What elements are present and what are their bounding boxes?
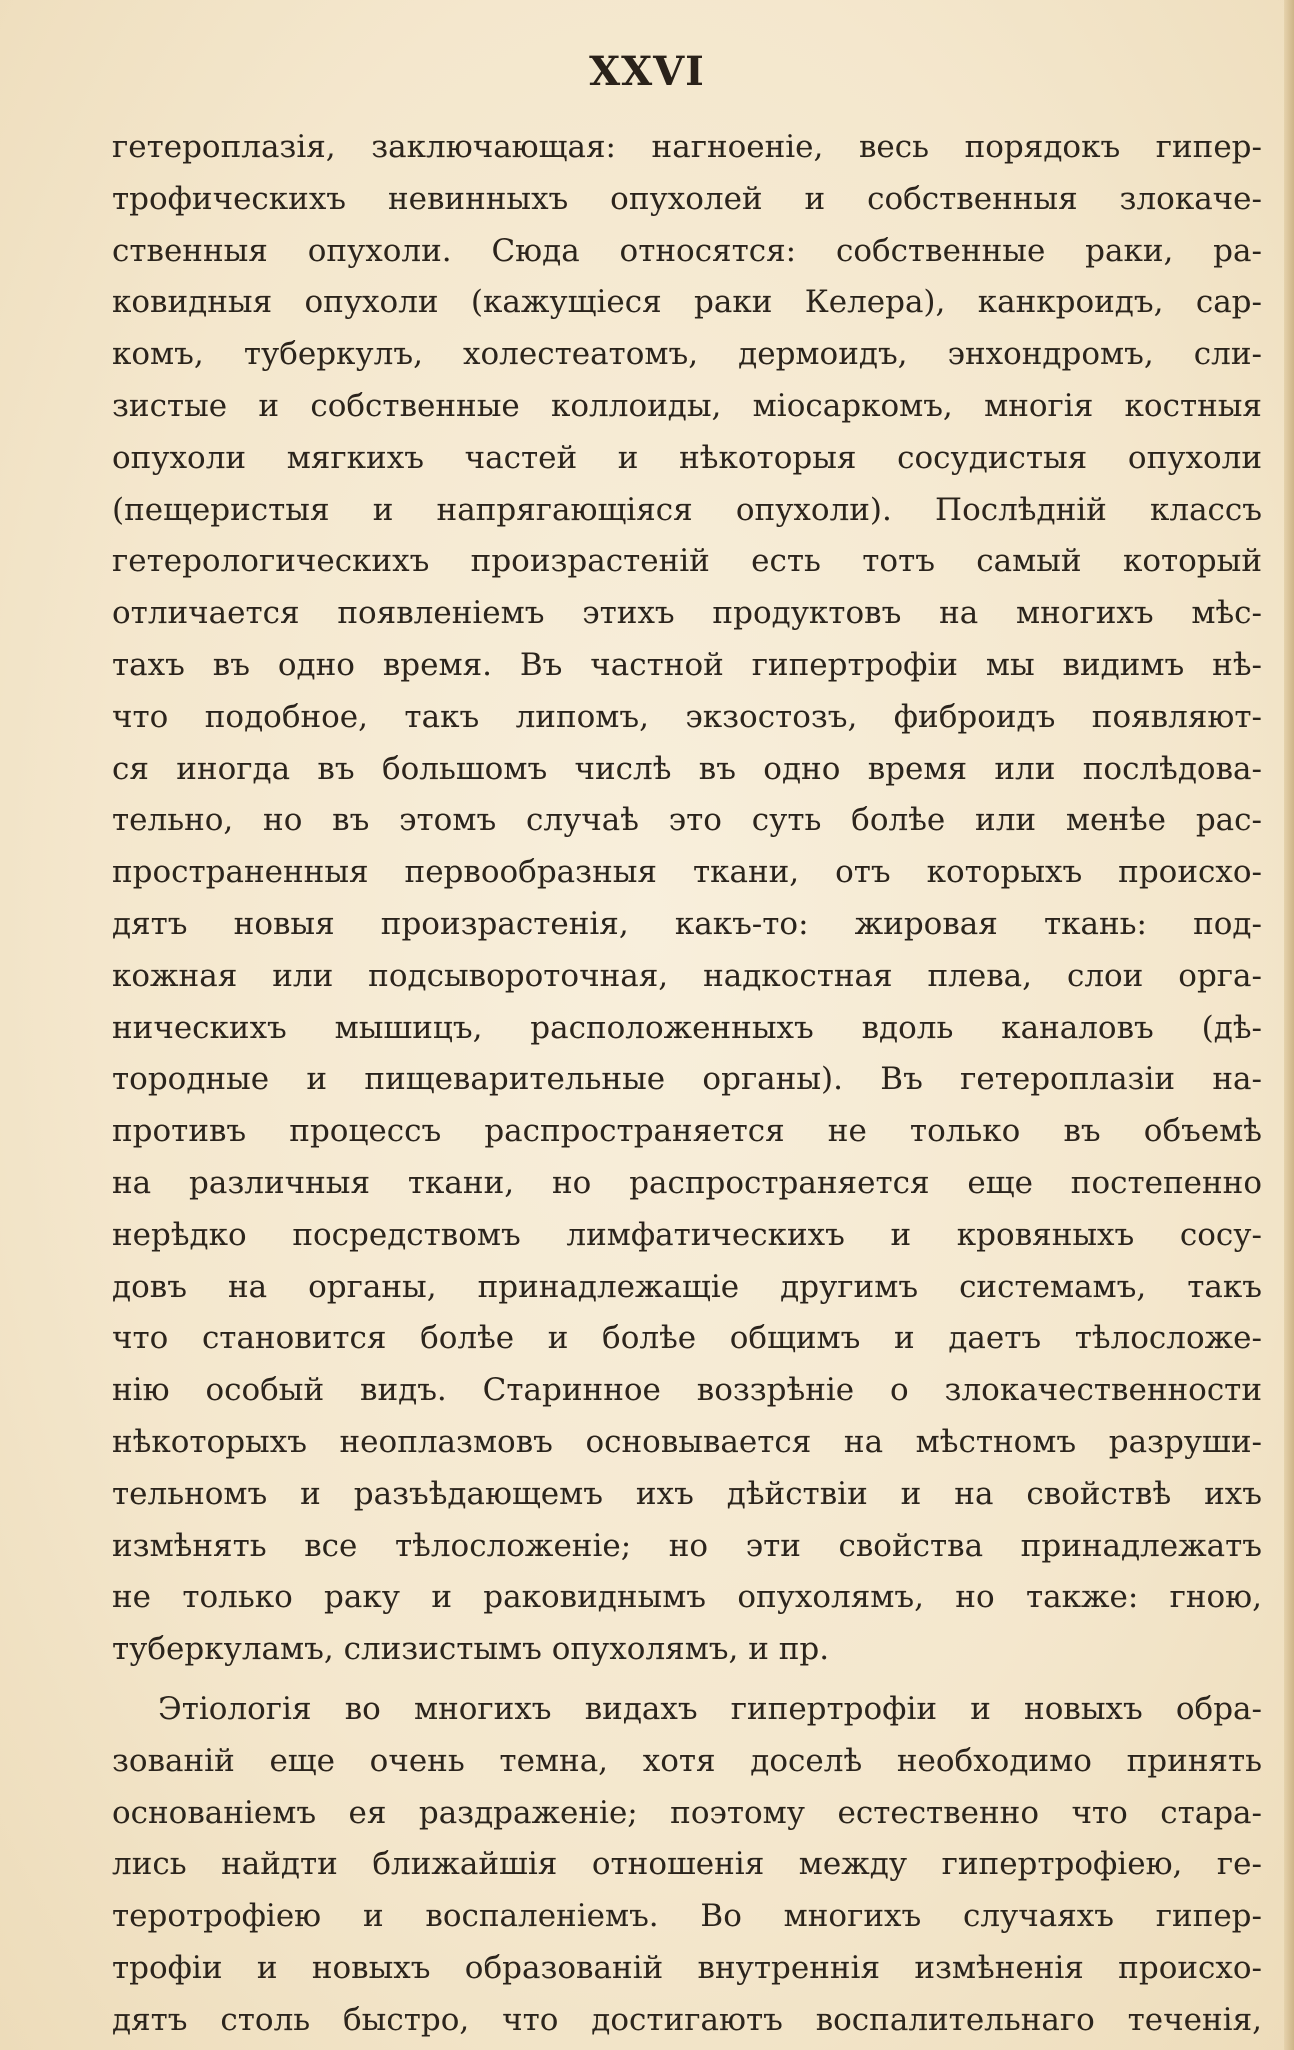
paragraph-gap xyxy=(112,1676,1262,1684)
text-line: ся иногда въ большомъ числѣ въ одно время или послѣдова- xyxy=(112,750,1262,787)
text-line: ническихъ мышицъ, расположенныхъ вдоль каналовъ (дѣ- xyxy=(112,1009,1262,1046)
text-line: основаніемъ ея раздраженіе; поэтому естественно что стара- xyxy=(112,1794,1262,1831)
text-line: противъ процессъ распространяется не только въ объемѣ xyxy=(112,1113,1262,1150)
text-line: трофіи и новыхъ образованій внутреннія измѣненія происхо- xyxy=(112,1949,1262,1986)
page-number: XXVI xyxy=(589,48,705,95)
text-line: что подобное, такъ липомъ, экзостозъ, фиброидъ появляют- xyxy=(112,698,1262,735)
text-line: опухоли мягкихъ частей и нѣкоторыя сосудистыя опухоли xyxy=(112,439,1262,476)
text-line: тородные и пищеварительные органы). Въ гетероплазіи на- xyxy=(112,1061,1262,1098)
text-line: комъ, туберкулъ, холестеатомъ, дермоидъ, энхондромъ, сли- xyxy=(112,336,1262,373)
text-line: тахъ въ одно время. Въ частной гипертрофіи мы видимъ нѣ- xyxy=(112,646,1262,683)
text-line: гетероплазія, заключающая: нагноеніе, весь порядокъ гипер- xyxy=(112,129,1262,165)
text-line: Этіологія во многихъ видахъ гипертрофіи и новыхъ обра- xyxy=(158,1690,1262,1727)
text-line: кожная или подсывороточная, надкостная плева, слои орга- xyxy=(112,957,1262,994)
text-line: зованій еще очень темна, хотя доселѣ необходимо принять xyxy=(112,1742,1262,1779)
paragraph-2 xyxy=(112,1684,1262,2047)
text-line: нѣкоторыхъ неоплазмовъ основывается на мѣстномъ разруши- xyxy=(112,1423,1262,1460)
text-line: туберкуламъ, слизистымъ опухолямъ, и пр. xyxy=(112,1631,830,1668)
text-line: тельно, но въ этомъ случаѣ это суть болѣе или менѣе рас- xyxy=(112,802,1262,839)
text-line: тельномъ и разъѣдающемъ ихъ дѣйствіи и на свойствѣ ихъ xyxy=(112,1475,1262,1512)
text-line: пространенныя первообразныя ткани, отъ которыхъ происхо- xyxy=(112,854,1262,891)
text-line: довъ на органы, принадлежащіе другимъ системамъ, такъ xyxy=(112,1268,1262,1305)
text-line: нерѣдко посредствомъ лимфатическихъ и кровяныхъ сосу- xyxy=(112,1216,1262,1253)
text-line: гетерологическихъ произрастеній есть тотъ самый который xyxy=(112,543,1262,580)
text-line: дятъ новыя произрастенія, какъ-то: жировая ткань: под- xyxy=(112,905,1262,942)
text-line: дятъ столь быстро, что достигаютъ воспалительнаго теченія, xyxy=(112,2001,1262,2038)
text-line: лись найдти ближайшія отношенія между гипертрофіею, ге- xyxy=(112,1846,1262,1883)
text-line: на различныя ткани, но распространяется еще постепенно xyxy=(112,1164,1262,1201)
text-line: не только раку и раковиднымъ опухолямъ, но также: гною, xyxy=(112,1579,1262,1616)
text-line: измѣнять все тѣлосложеніе; но эти свойства принадлежатъ xyxy=(112,1527,1262,1564)
text-line: ственныя опухоли. Сюда относятся: собственные раки, ра- xyxy=(112,232,1262,269)
body-text xyxy=(112,122,1262,2046)
text-line: нію особый видъ. Старинное воззрѣніе о злокачественности xyxy=(112,1372,1262,1409)
page-edge-shadow xyxy=(1284,0,1294,2050)
text-line: отличается появленіемъ этихъ продуктовъ на многихъ мѣс- xyxy=(112,595,1262,632)
text-line: теротрофіею и воспаленіемъ. Во многихъ случаяхъ гипер- xyxy=(112,1898,1262,1935)
paragraph-1 xyxy=(112,122,1262,1676)
text-line: что становится болѣе и болѣе общимъ и даетъ тѣлосложе- xyxy=(112,1320,1262,1357)
text-line: зистые и собственные коллоиды, міосаркомъ, многія костныя xyxy=(112,387,1262,424)
text-line: (пещеристыя и напрягающіяся опухоли). Послѣдній классъ xyxy=(112,491,1262,528)
text-line: ковидныя опухоли (кажущіеся раки Келера), канкроидъ, сар- xyxy=(112,284,1262,321)
text-line: трофическихъ невинныхъ опухолей и собственныя злокаче- xyxy=(112,180,1262,217)
